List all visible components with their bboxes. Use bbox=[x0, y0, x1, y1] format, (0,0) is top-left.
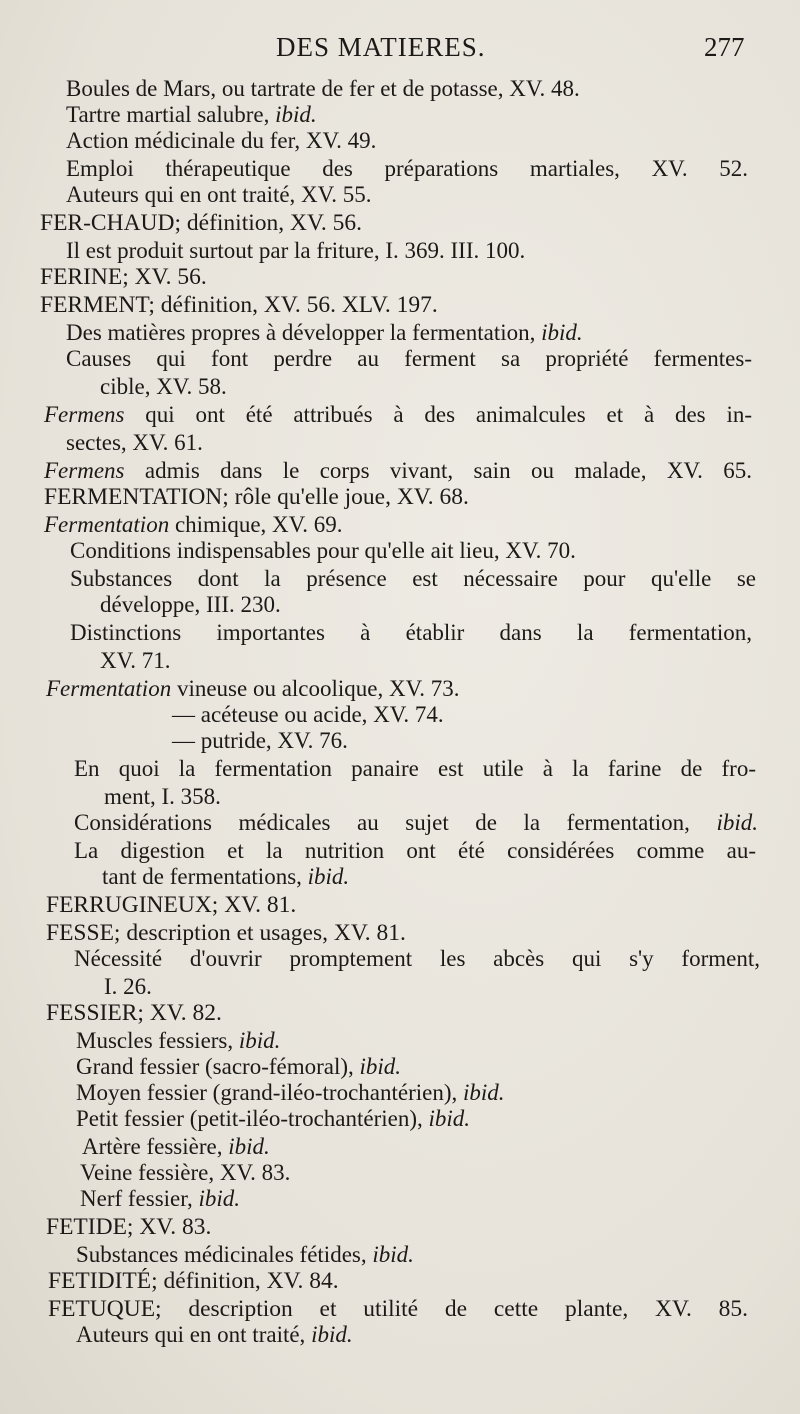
italic-reference: ibid. bbox=[275, 102, 317, 127]
entry-text: vineuse ou alcoolique, XV. 73. bbox=[171, 676, 460, 701]
italic-reference: ibid. bbox=[428, 1106, 471, 1131]
italic-reference: Fermentation bbox=[44, 512, 170, 537]
index-subentry-line bbox=[70, 566, 756, 592]
index-subentry-line bbox=[44, 458, 752, 484]
entry-text: FETIDITÉ; définition, XV. 84. bbox=[48, 1268, 339, 1294]
index-headword-line bbox=[46, 1214, 211, 1240]
entry-text: Auteurs qui en ont traité, XV. 55. bbox=[66, 182, 372, 207]
entry-text: Veine fessière, XV. 83. bbox=[80, 1160, 291, 1185]
entry-text: Il est produit surtout par la friture, I. 369. III. 100. bbox=[66, 238, 526, 263]
entry-text: I. 26. bbox=[104, 974, 152, 999]
entry-text: tant de fermentations, bbox=[102, 864, 308, 889]
italic-reference: ibid. bbox=[198, 1186, 241, 1211]
index-subentry-line bbox=[76, 1054, 401, 1080]
entry-text: Emploi thérapeutique des préparations martiales, XV. 52. bbox=[66, 156, 748, 181]
entry-text: La digestion et la nutrition ont été considérées comme au- bbox=[74, 838, 756, 863]
index-subentry-line bbox=[66, 320, 583, 346]
index-subentry-line bbox=[44, 402, 752, 428]
index-headword-line bbox=[46, 920, 406, 946]
index-headword-line bbox=[40, 210, 362, 236]
index-subentry-line bbox=[76, 1322, 353, 1348]
entry-text: Nerf fessier, bbox=[80, 1186, 199, 1211]
index-subentry-line bbox=[172, 702, 444, 728]
index-subentry-line bbox=[80, 1160, 290, 1186]
italic-reference: ibid. bbox=[238, 1028, 281, 1053]
index-subentry-line bbox=[66, 346, 752, 372]
running-title: DES MATIERES. bbox=[276, 32, 486, 62]
entry-text: Action médicinale du fer, XV. 49. bbox=[66, 128, 377, 153]
entry-text: FER-CHAUD; définition, XV. 56. bbox=[40, 210, 363, 236]
entry-text: FESSE; description et usages, XV. 81. bbox=[46, 920, 406, 946]
entry-text: Boules de Mars, ou tartrate de fer et de potasse, XV. 48. bbox=[66, 76, 580, 101]
index-headword-line bbox=[48, 1268, 339, 1294]
index-subentry-line bbox=[172, 728, 348, 754]
index-subentry-line bbox=[80, 1186, 240, 1212]
index-subentry-line bbox=[66, 156, 748, 182]
entry-text: FESSIER; XV. 82. bbox=[46, 1000, 222, 1026]
index-subentry-line bbox=[82, 1134, 270, 1160]
entry-text: développe, III. 230. bbox=[100, 592, 281, 617]
entry-text: FERINE; XV. 56. bbox=[40, 264, 207, 290]
entry-text: Conditions indispensables pour qu'elle ait lieu, XV. 70. bbox=[70, 538, 576, 563]
italic-reference: ibid. bbox=[541, 320, 583, 345]
index-subentry-line bbox=[66, 102, 317, 128]
page-number: 277 bbox=[704, 32, 745, 62]
entry-text: chimique, XV. 69. bbox=[169, 512, 343, 537]
entry-text: Auteurs qui en ont traité, bbox=[76, 1322, 312, 1347]
index-subentry-line bbox=[74, 756, 756, 782]
entry-text: ment, I. 358. bbox=[104, 784, 221, 809]
index-subentry-line bbox=[44, 512, 343, 538]
index-continuation-line bbox=[102, 864, 349, 890]
entry-text: qui ont été attribués à des animalcules et à des in- bbox=[124, 402, 752, 427]
entry-text: — acéteuse ou acide, XV. 74. bbox=[172, 702, 444, 727]
index-subentry-line bbox=[70, 620, 752, 646]
entry-text: FETIDE; XV. 83. bbox=[46, 1214, 212, 1240]
entry-text: Muscles fessiers, bbox=[76, 1028, 239, 1053]
index-subentry-line bbox=[76, 1028, 280, 1054]
index-headword-line bbox=[46, 1000, 222, 1026]
entry-text: Causes qui font perdre au ferment sa propriété fermentes- bbox=[66, 346, 752, 371]
entry-text: Distinctions importantes à établir dans la fermentation, bbox=[70, 620, 752, 645]
index-headword-line bbox=[40, 292, 438, 318]
entry-text: Petit fessier (petit-iléo-trochantérien), bbox=[76, 1106, 429, 1131]
index-headword-line bbox=[46, 892, 296, 918]
index-subentry-line bbox=[66, 76, 580, 102]
italic-reference: ibid. bbox=[307, 864, 350, 889]
italic-reference: Fermens bbox=[44, 402, 125, 427]
entry-text: sectes, XV. 61. bbox=[66, 430, 203, 455]
index-subentry-line bbox=[66, 128, 376, 154]
italic-reference: ibid. bbox=[311, 1322, 353, 1347]
italic-reference: ibid. bbox=[228, 1134, 270, 1159]
index-subentry-line bbox=[76, 1080, 505, 1106]
index-subentry-line bbox=[66, 182, 372, 208]
entry-text: FERMENTATION; rôle qu'elle joue, XV. 68. bbox=[44, 484, 469, 510]
index-headword-line bbox=[40, 264, 207, 290]
index-subentry-line bbox=[76, 1242, 414, 1268]
index-continuation-line bbox=[100, 374, 227, 400]
entry-text: cible, XV. 58. bbox=[100, 374, 227, 399]
entry-text: — putride, XV. 76. bbox=[172, 728, 348, 753]
index-subentry-line bbox=[74, 946, 760, 972]
entry-text: Substances dont la présence est nécessaire pour qu'elle se bbox=[70, 566, 756, 591]
running-head bbox=[0, 32, 800, 72]
italic-reference: ibid. bbox=[359, 1054, 402, 1079]
index-continuation-line bbox=[66, 430, 203, 456]
italic-reference: ibid. bbox=[463, 1080, 505, 1105]
index-headword-line bbox=[48, 1296, 748, 1322]
entry-text: Tartre martial salubre, bbox=[66, 102, 276, 127]
index-subentry-line bbox=[66, 238, 525, 264]
index-subentry-line bbox=[74, 838, 756, 864]
index-continuation-line bbox=[104, 974, 152, 1000]
entry-text: Nécessité d'ouvrir promptement les abcès qui s'y forment, bbox=[74, 946, 760, 971]
entry-text: Des matières propres à développer la fermentation, bbox=[66, 320, 542, 345]
italic-reference: ibid. bbox=[716, 810, 758, 835]
entry-text: Considérations médicales au sujet de la fermentation, bbox=[74, 810, 717, 835]
entry-text: FERRUGINEUX; XV. 81. bbox=[46, 892, 297, 918]
index-headword-line bbox=[44, 484, 469, 510]
index-subentry-line bbox=[70, 538, 576, 564]
entry-text: Substances médicinales fétides, bbox=[76, 1242, 373, 1267]
entry-text: FETUQUE; description et utilité de cette plante, XV. 85. bbox=[48, 1296, 748, 1322]
entry-text: FERMENT; définition, XV. 56. XLV. 197. bbox=[40, 292, 438, 318]
index-continuation-line bbox=[104, 784, 221, 810]
index-continuation-line bbox=[100, 592, 281, 618]
italic-reference: Fermens bbox=[44, 458, 125, 483]
italic-reference: ibid. bbox=[372, 1242, 414, 1267]
entry-text: admis dans le corps vivant, sain ou malade, XV. 65. bbox=[124, 458, 752, 483]
entry-text: Grand fessier (sacro-fémoral), bbox=[76, 1054, 360, 1079]
index-subentry-line bbox=[74, 810, 758, 836]
index-subentry-line bbox=[46, 676, 460, 702]
entry-text: XV. 71. bbox=[100, 648, 171, 673]
entry-text: En quoi la fermentation panaire est utile à la farine de fro- bbox=[74, 756, 756, 781]
index-subentry-line bbox=[76, 1106, 470, 1132]
italic-reference: Fermentation bbox=[46, 676, 172, 701]
entry-text: Moyen fessier (grand-iléo-trochantérien), bbox=[76, 1080, 464, 1105]
index-continuation-line bbox=[100, 648, 171, 674]
entry-text: Artère fessière, bbox=[82, 1134, 229, 1159]
